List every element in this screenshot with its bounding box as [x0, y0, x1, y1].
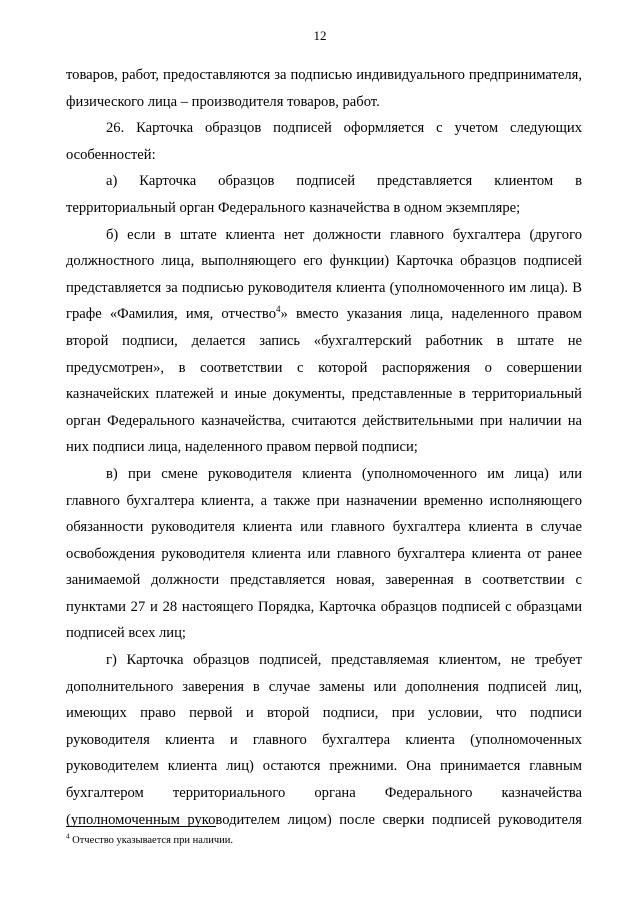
paragraph-item-b-text-end: » вместо указания лица, наделенного правом второй подписи, делается запись «бухгалтерский работник в штате не предусмотрен», в соответствии с которой распоряжения о совершении казначейских платежей и иные документы, представленные в территориальный орган Федерального казначейства, считаются действительными при наличии на них подписи лица, наделенного правом первой подписи;	[66, 306, 582, 456]
footnote-text: Отчество указывается при наличии.	[69, 835, 234, 846]
paragraph-item-b-text-start: б) если в штате клиента нет должности главного бухгалтера (другого должностного лица, выполняющего его функции) Карточка образцов подписей представляется за подписью руководителя клиента (уполномоченного им лица). В графе «Фамилия, имя, отчество	[66, 226, 582, 323]
paragraph-item-a: а) Карточка образцов подписей представляется клиентом в территориальный орган Федерального казначейства в одном экземпляре;	[66, 173, 582, 216]
paragraph-continuation: товаров, работ, предоставляются за подписью индивидуального предпринимателя, физического лица – производителя товаров, работ.	[66, 67, 582, 110]
footnote	[66, 834, 582, 847]
paragraph-item-26: 26. Карточка образцов подписей оформляется с учетом следующих особенностей:	[66, 120, 582, 163]
paragraph-item-b	[66, 222, 582, 461]
footnote-reference: 4	[276, 304, 281, 315]
paragraph-item-v: в) при смене руководителя клиента (уполномоченного им лица) или главного бухгалтера клиента, а также при назначении временно исполняющего обязанности руководителя клиента или главного бухгалтера клиента в случае освобождения руководителя клиента или главного бухгалтера клиента от ранее занимаемой должности представляется новая, заверенная в соответствии с пунктами 27 и 28 настоящего Порядка, Карточка образцов подписей с образцами подписей всех лиц;	[66, 465, 582, 642]
paragraph-item-g: г) Карточка образцов подписей, представляемая клиентом, не требует дополнительного заверения в случае замены или дополнения подписей лиц, имеющих право первой и второй подписи, при условии, что подписи руководителя клиента и главного бухгалтера клиента (уполномоченных руководителем клиента лиц) остаются прежними. Она принимается главным бухгалтером территориального органа Федерального казначейства (уполномоченным руководителем лицом) после сверки подписей руководителя	[66, 652, 582, 828]
document-body	[66, 62, 582, 833]
page-number: 12	[313, 28, 327, 43]
footnote-marker: 4	[66, 832, 70, 841]
footnote-separator	[66, 826, 216, 827]
